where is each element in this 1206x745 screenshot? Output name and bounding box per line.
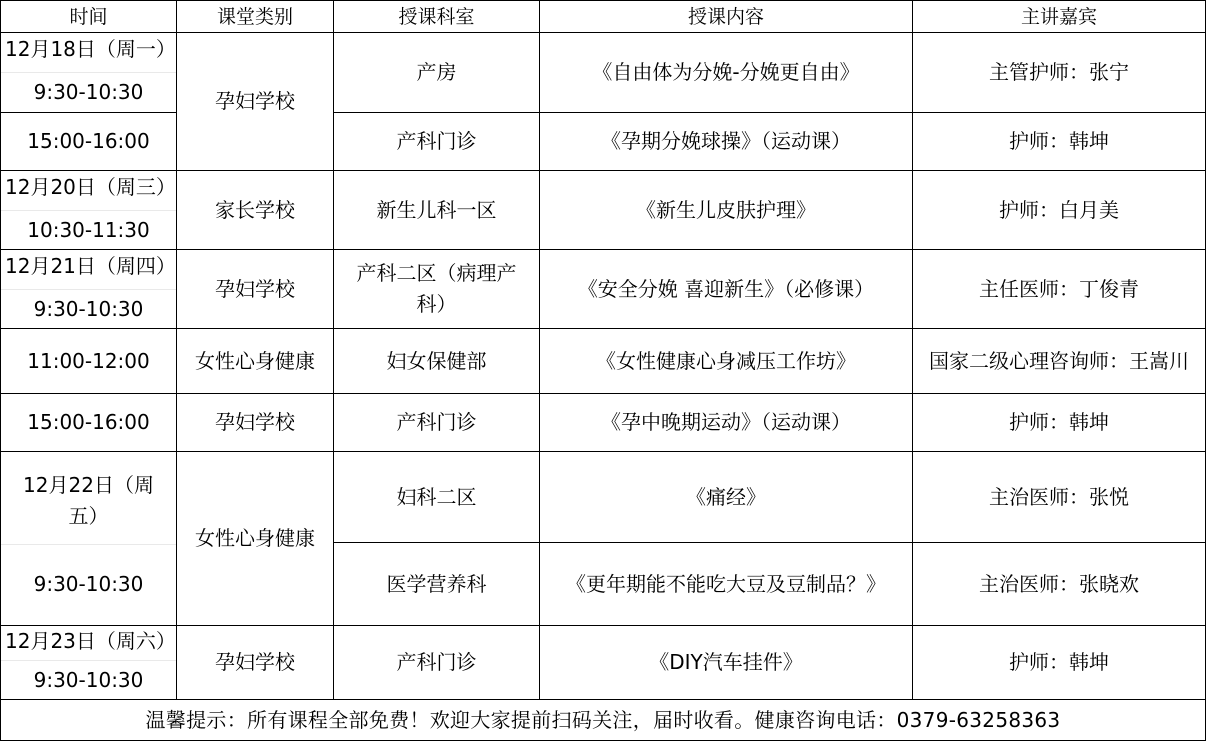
- department-cell: 产房: [334, 33, 540, 113]
- table-row: [1, 394, 1206, 452]
- table-row: [1, 452, 1206, 543]
- speaker-cell: 护师：韩坤: [913, 394, 1206, 452]
- department-cell: 产科门诊: [334, 394, 540, 452]
- time-cell: 15:00-16:00: [1, 113, 177, 171]
- header-time: 时间: [1, 1, 177, 33]
- speaker-cell: 主治医师：张悦: [913, 452, 1206, 543]
- category-cell: 孕妇学校: [177, 394, 334, 452]
- department-cell: 产科门诊: [334, 113, 540, 171]
- time-cell: [1, 250, 177, 329]
- speaker-cell: 护师：白月美: [913, 171, 1206, 250]
- date-label: 12月23日（周六）: [1, 626, 176, 661]
- time-cell: [1, 33, 177, 113]
- header-content: 授课内容: [540, 1, 913, 33]
- speaker-cell: 主管护师：张宁: [913, 33, 1206, 113]
- content-cell: 《孕中晚期运动》（运动课）: [540, 394, 913, 452]
- speaker-cell: 国家二级心理咨询师：王嵩川: [913, 329, 1206, 394]
- date-label: 12月21日（周四）: [1, 251, 176, 290]
- category-cell: 女性心身健康: [177, 452, 334, 626]
- footer-row: [1, 700, 1206, 741]
- category-cell: 孕妇学校: [177, 33, 334, 171]
- department-cell: [334, 250, 540, 329]
- speaker-cell: 主治医师：张晓欢: [913, 543, 1206, 626]
- table-row: [1, 33, 1206, 113]
- department-cell: 妇女保健部: [334, 329, 540, 394]
- table-row: [1, 250, 1206, 329]
- time-label: 9:30-10:30: [33, 80, 144, 104]
- time-cell: 15:00-16:00: [1, 394, 177, 452]
- time-cell: [1, 171, 177, 250]
- content-cell: 《DIY汽车挂件》: [540, 626, 913, 700]
- category-cell: 孕妇学校: [177, 250, 334, 329]
- date-label: 12月20日（周三）: [1, 172, 176, 211]
- content-cell: 《新生儿皮肤护理》: [540, 171, 913, 250]
- time-label: 10:30-11:30: [27, 217, 150, 242]
- category-cell: 家长学校: [177, 171, 334, 250]
- content-cell: 《更年期能不能吃大豆及豆制品？》: [540, 543, 913, 626]
- category-cell: 孕妇学校: [177, 626, 334, 700]
- speaker-cell: 主任医师：丁俊青: [913, 250, 1206, 329]
- time-label: 9:30-10:30: [33, 668, 144, 692]
- date-label: 12月18日（周一）: [1, 34, 176, 73]
- time-label: 9:30-10:30: [33, 296, 144, 321]
- content-cell: 《女性健康心身减压工作坊》: [540, 329, 913, 394]
- speaker-cell: 护师：韩坤: [913, 113, 1206, 171]
- content-cell: 《孕期分娩球操》（运动课）: [540, 113, 913, 171]
- header-speaker: 主讲嘉宾: [913, 1, 1206, 33]
- department-cell: 医学营养科: [334, 543, 540, 626]
- content-cell: 《自由体为分娩-分娩更自由》: [540, 33, 913, 113]
- department-cell: 新生儿科一区: [334, 171, 540, 250]
- category-cell: 女性心身健康: [177, 329, 334, 394]
- speaker-cell: 护师：韩坤: [913, 626, 1206, 700]
- time-label: 9:30-10:30: [33, 572, 144, 596]
- department-cell: 产科门诊: [334, 626, 540, 700]
- time-cell: [1, 452, 177, 626]
- department-label: 产科二区（病理产科）: [356, 261, 517, 316]
- content-cell: 《痛经》: [540, 452, 913, 543]
- content-cell: 《安全分娩 喜迎新生》（必修课）: [540, 250, 913, 329]
- time-cell: 11:00-12:00: [1, 329, 177, 394]
- table-row: [1, 626, 1206, 700]
- header-row: [1, 1, 1206, 33]
- header-department: 授课科室: [334, 1, 540, 33]
- department-cell: 妇科二区: [334, 452, 540, 543]
- table-row: [1, 329, 1206, 394]
- header-category: 课堂类别: [177, 1, 334, 33]
- time-cell: [1, 626, 177, 700]
- table-row: [1, 171, 1206, 250]
- date-label: 12月22日（周五）: [1, 453, 176, 545]
- footer-notice: 温馨提示：所有课程全部免费！欢迎大家提前扫码关注，届时收看。健康咨询电话：0379-63258363: [1, 700, 1206, 741]
